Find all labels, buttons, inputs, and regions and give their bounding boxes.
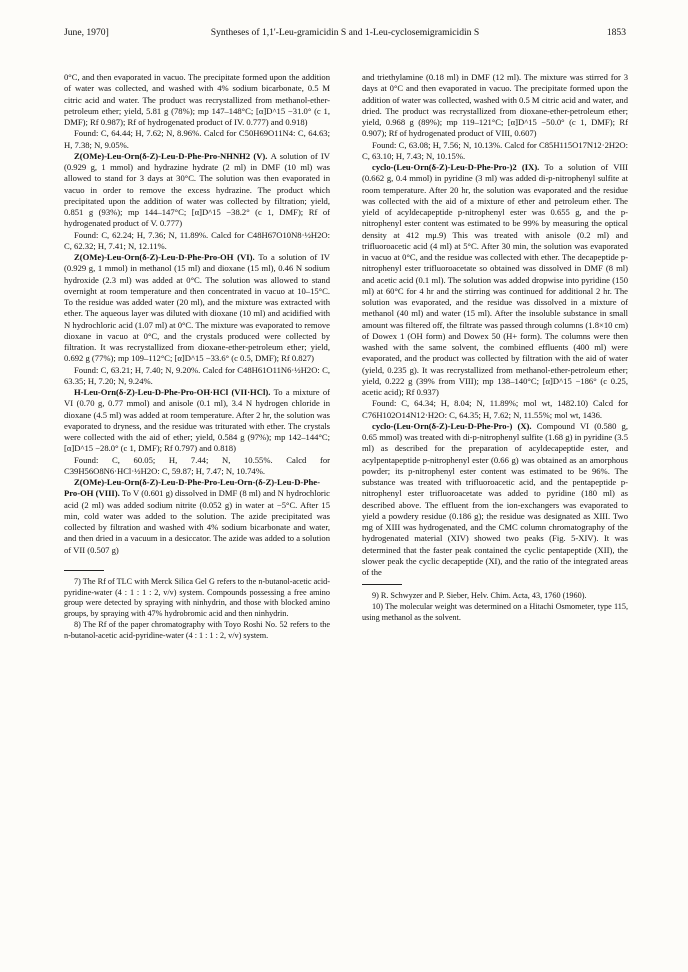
paragraph: and triethylamine (0.18 ml) in DMF (12 ml). The mixture was stirred for 3 days at 0°C and then evaporated in vacuo. The precipitate formed upon the addition of water was collected, washed with 0.5 M citric acid and water, and dried. The product was recrystallized from dioxane-ether-petroleum ether; yield, 0.968 g (89%); mp 119–121°C; [α]D^15 −50.0° (c 1, DMF); Rf 0.907); Rf of hydrogenated product of VIII, 0.607) [362, 72, 628, 139]
compound-section-vii [64, 387, 330, 455]
footnote-9: 9) R. Schwyzer and P. Sieber, Helv. Chim. Acta, 43, 1760 (1960). [372, 591, 587, 601]
footnote-7: 7) The Rf of TLC with Merck Silica Gel G refers to the n-butanol-acetic acid-pyridine-water (4 : 1 : 1 : 2, v/v) system. Compounds possessing a free amino group were detected by spraying with ninhydrin, and those with blocked amino groups, by spraying with 47% hydrobromic acid and then ninhydrin. [64, 576, 330, 619]
paragraph: To a mixture of VI (0.70 g, 0.77 mmol) and anisole (0.1 ml), 3.4 N hydrogen chloride in dioxane (4.5 ml) was added at room temperature. After 2 hr, the solution was evaporated to dryness, and the residue was triturated with ether. The crystals were collected with the aid of ether; yield, 0.584 g (97%); mp 142–144°C; [α]D^15 −28.0° (c 1, DMF); Rf 0.797) and 0.818) [64, 387, 330, 454]
compound-heading: cyclo-(Leu-Orn(δ-Z)-Leu-D-Phe-Pro-)2 (IX). [372, 162, 540, 172]
left-column [64, 72, 330, 642]
compound-section-ix [362, 162, 628, 398]
analysis-line: Found: C, 64.34; H, 8.04; N, 11.89%; mol wt, 1482.10) Calcd for C76H102O14N12·H2O: C, 64.35; H, 7.62; N, 11.55%; mol wt, 1436. [362, 398, 628, 420]
paragraph: To a solution of IV (0.929 g, 1 mmol) in methanol (15 ml) and dioxane (15 ml), 0.46 N sodium hydroxide (2.3 ml) was added at 0°C. The solution was allowed to stand overnight at room temperature and then concentrated in vacuo at 10–15°C. To the residue was added water (20 ml), and the mixture was extracted with ether. The aqueous layer was diluted with dioxane (10 ml) and acidified with N hydrochloric acid (1.07 ml) at 0°C. The mixture was evaporated to remove dioxane in vacuo at 0°C, and the crystals produced were collected by filtration. It was recrystallized from dioxane-ether-petroleum ether; yield, 0.692 g (77%); mp 109–112°C; [α]D^15 −33.6° (c 0.5, DMF); Rf 0.827) [64, 252, 330, 364]
page-number: 1853 [606, 27, 626, 38]
issue-date: June, 1970] [64, 27, 109, 38]
compound-heading: Z(OMe)-Leu-Orn(δ-Z)-Leu-D-Phe-Pro-NHNH2 (V). [74, 150, 268, 161]
compound-heading: Z(OMe)-Leu-Orn(δ-Z)-Leu-D-Phe-Pro-Leu-Orn-(δ-Z)-Leu-D-Phe-Pro-OH (VIII). [64, 477, 320, 499]
compound-section-viii [64, 477, 330, 556]
paragraph: To V (0.601 g) dissolved in DMF (8 ml) and N hydrochloric acid (2 ml) was added sodium nitrite (0.052 g) in water at −5°C. After 15 min, cold water was added to the solution. The azide precipitated was collected by filtration and washed with 4% sodium bicarbonate and water, and then dried in a vacuum in a desiccator. The azide was added to a solution of VII (0.507 g) [64, 488, 330, 555]
compound-section-x [362, 421, 628, 579]
footnote-10: 10) The molecular weight was determined on a Hitachi Osmometer, type 115, using methanol as the solvent. [362, 602, 628, 622]
compound-section-vi [64, 252, 330, 365]
analysis-line: Found: C, 63.08; H, 7.56; N, 10.13%. Calcd for C85H115O17N12·2H2O: C, 63.10; H, 7.43; N, 10.15%. [362, 139, 628, 161]
footnote-rule [362, 584, 402, 585]
running-head [64, 26, 626, 40]
analysis-line: Found: C, 62.24; H, 7.36; N, 11.89%. Calcd for C48H67O10N8·½H2O: C, 62.32; H, 7.41; N, 12.11%. [64, 229, 330, 251]
analysis-line: Found: C, 64.44; H, 7.62; N, 8.96%. Calcd for C50H69O11N4: C, 64.63; H, 7.38; N, 9.05%. [64, 128, 330, 150]
compound-heading: Z(OMe)-Leu-Orn(δ-Z)-Leu-D-Phe-Pro-OH (VI). [74, 252, 255, 262]
footnote-8: 8) The Rf of the paper chromatography with Toyo Roshi No. 52 refers to the n-butanol-acetic acid-pyridine-water (4 : 1 : 1 : 2, v/v) system. [64, 619, 330, 640]
paragraph: 0°C, and then evaporated in vacuo. The precipitate formed upon the addition of water was collected, and washed with 4% sodium bicarbonate, 0.5 M citric acid and water. The product was recrystallized from methanol-ether-petroleum ether; yield, 5.81 g (78%); mp 147–148°C; [α]D^15 −31.0° (c 1, DMF); Rf 0.987); Rf of hydrogenated product of IV. 0.777) and 0.918) [64, 72, 330, 127]
paragraph: A solution of IV (0.929 g, 1 mmol) and hydrazine hydrate (2 ml) in DMF (10 ml) was allowed to stand for 3 days at 30°C. The solution was then evaporated in vacuo in order to remove the excess hydrazine. The product which precipitated upon the addition of water was collected by filtration; yield, 0.851 g (93%); mp 144–147°C; [α]D^15 −38.2° (c 1, DMF); Rf of hydrogenated product of V. 0.777) [64, 150, 330, 229]
right-column [362, 72, 628, 624]
running-title: Syntheses of 1,1'-Leu-gramicidin S and 1-Leu-cyclosemigramicidin S [210, 27, 480, 38]
analysis-line: Found: C, 60.05; H, 7.44; N, 10.55%. Calcd for C39H56O8N6·HCl·½H2O: C, 59.87; H, 7.47; N, 10.74%. [64, 454, 330, 476]
paragraph: To a solution of VIII (0.662 g, 0.4 mmol) in pyridine (3 ml) was added di-p-nitrophenyl sulfite at room temperature. After 20 hr, the solution was evaporated and the residue was collected with the aid of a mixture of ether and petroleum ether. The yield of acyldecapeptide p-nitrophenyl ester was 0.655 g, and the p-nitrophenyl ester content was estimated to be 99% by measuring the optical density at 412 mμ.9) This was treated with anisole (0.2 ml) and trifluoroacetic acid (4 ml) at 5°C. After 30 min, the solution was evaporated in vacuo at 0°C, and the residue was collected with ether. The decapeptide p-nitrophenyl ester trifluoroacetate so obtained was dissolved in DMF (8 ml) and acetic acid (0.1 ml). The solution was added dropwise into pyridine (150 ml) at 60°C for 4 hr and the stirring was continued for additional 2 hr. The solution was evaporated, and the residue was dissolved in a mixture of methanol (40 ml) and water (15 ml). After the insoluble substance in small amount was filtered off, the filtrate was passed through columns (1.8×10 cm) of Dowex 1 (OH form) and Dowex 50 (H+ form). The columns were then washed with the same solvent, the combined effluents (400 ml) were evaporated, and the product was collected by filtration with the aid of water (yield, 0.235 g). It was recrystallized from methanol-ether-petroleum ether; yield, 0.222 g (39% from VIII); mp 138–140°C; [α]D^15 −186° (c 0.25, acetic acid); Rf 0.937) [362, 162, 628, 397]
footnote-rule [64, 570, 104, 571]
compound-section-v [64, 151, 330, 230]
analysis-line: Found: C, 63.21; H, 7.40; N, 9.20%. Calcd for C48H61O11N6·½H2O: C, 63.35; H, 7.20; N, 9.24%. [64, 364, 330, 386]
compound-heading: cyclo-(Leu-Orn(δ-Z)-Leu-D-Phe-Pro-) (X). [372, 420, 532, 431]
paragraph: Compound VI (0.580 g, 0.65 mmol) was treated with di-p-nitrophenyl sulfite (1.68 g) in pyridine (3.5 ml) as described for the preparation of acyldecapeptide ester, and acylpentapeptide p-nitrophenyl ester (0.66 g) was obtained as an amorphous powder; its p-nitrophenyl ester content was estimated to be 96%. The substance was treated with trifluoroacetic acid, and the pentapeptide p-nitrophenyl ester trifluoroacetate was added to pyridine (180 ml) as described above. The effluent from the ion-exchangers was evaporated to yield a powdery residue (0.186 g); the residue was designated as XIII. Two mg of XIII was hydrogenated, and the CMC column chromatography of the hydrogenated material (XIV) showed two peaks (Fig. 5-XIV). It was determined that the faster peak contained the cyclic pentapeptide (XII), the slower peak the cyclic decapeptide (XI), and the ratio of the integrated areas of the [362, 420, 628, 577]
compound-heading: H-Leu-Orn(δ-Z)-Leu-D-Phe-Pro-OH·HCl (VII·HCl). [74, 387, 271, 397]
